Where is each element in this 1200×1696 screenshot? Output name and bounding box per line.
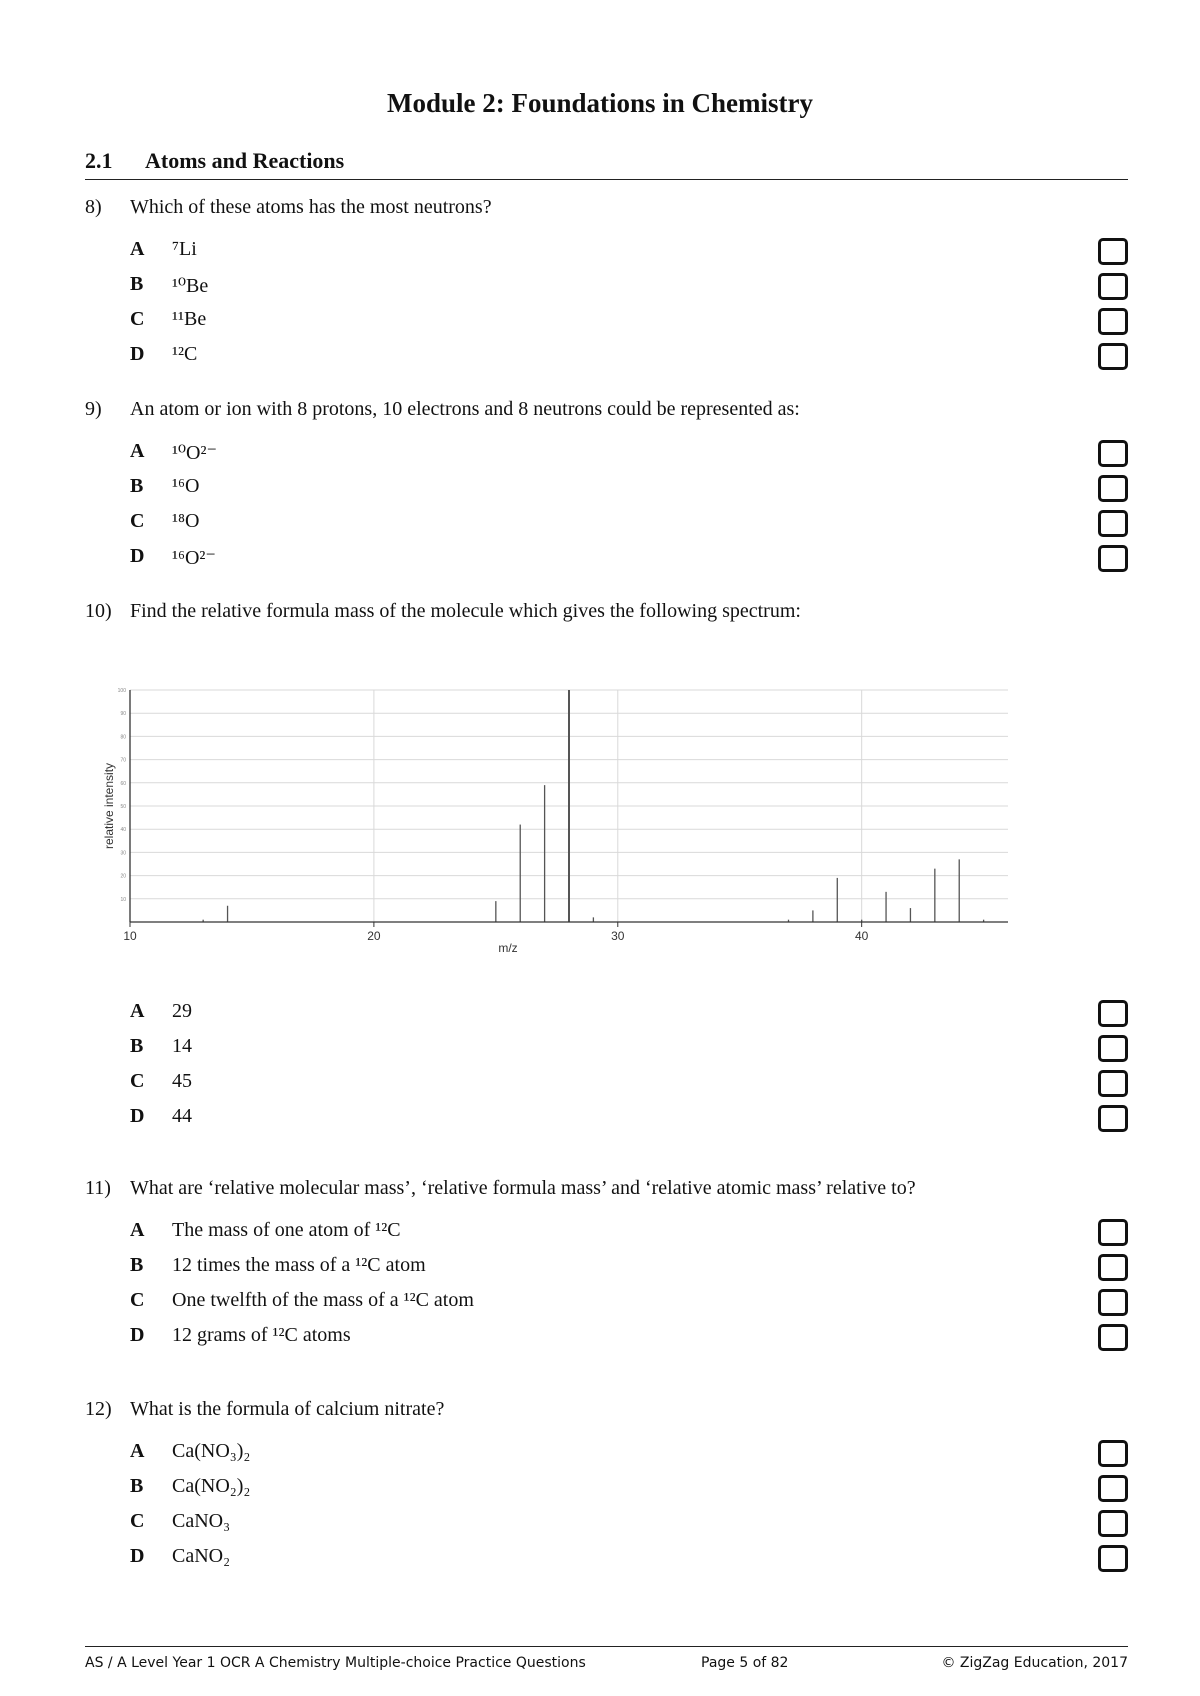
y-tick-label: 100 (117, 688, 126, 694)
footer-title: AS / A Level Year 1 OCR A Chemistry Multiple-choice Practice Questions (85, 1655, 586, 1671)
y-tick-label: 80 (120, 734, 126, 741)
option-text: CaNO₂ (172, 1545, 231, 1567)
answer-checkbox[interactable] (1098, 475, 1128, 502)
option-c (130, 1289, 1128, 1319)
x-tick-label: 30 (611, 929, 625, 943)
answer-checkbox[interactable] (1098, 308, 1128, 335)
question-number: 10) (85, 600, 112, 622)
option-a (130, 1440, 1128, 1470)
answer-checkbox[interactable] (1098, 273, 1128, 300)
section-heading (85, 148, 1128, 180)
page-footer (85, 1646, 1128, 1677)
answer-checkbox[interactable] (1098, 1070, 1128, 1097)
answer-checkbox[interactable] (1098, 1289, 1128, 1316)
option-a (130, 1219, 1128, 1249)
answer-checkbox[interactable] (1098, 1105, 1128, 1132)
section-title: Atoms and Reactions (145, 148, 345, 173)
module-title: Module 2: Foundations in Chemistry (386, 88, 814, 118)
option-letter: C (130, 308, 145, 330)
question-text: Find the relative formula mass of the molecule which gives the following spectrum: (130, 600, 801, 622)
option-letter: A (130, 440, 145, 462)
mass-spectrum-chart (102, 688, 1110, 990)
y-tick-label: 30 (120, 850, 126, 857)
option-letter: D (130, 343, 145, 365)
question-number: 9) (85, 398, 102, 420)
question-number: 11) (85, 1177, 111, 1199)
option-text: 12 grams of ¹²C atoms (172, 1324, 351, 1346)
option-text: ¹⁶O (172, 475, 200, 497)
option-a (130, 238, 1128, 268)
option-letter: B (130, 1035, 144, 1057)
option-d (130, 1545, 1128, 1575)
option-text: ⁷Li (172, 238, 197, 260)
option-text: 45 (172, 1070, 192, 1092)
option-text: Ca(NO₂)₂ (172, 1475, 251, 1497)
option-text: Ca(NO₃)₂ (172, 1440, 251, 1462)
option-letter: C (130, 1510, 145, 1532)
answer-checkbox[interactable] (1098, 1035, 1128, 1062)
option-b (130, 1475, 1128, 1505)
answer-checkbox[interactable] (1098, 343, 1128, 370)
option-letter: C (130, 510, 145, 532)
option-text: ¹⁶O²⁻ (172, 547, 216, 569)
y-tick-label: 40 (120, 827, 126, 834)
y-tick-label: 20 (120, 873, 126, 880)
answer-checkbox[interactable] (1098, 1324, 1128, 1351)
option-d (130, 343, 1128, 373)
question-text: What are ‘relative molecular mass’, ‘relative formula mass’ and ‘relative atomic mass’ relative to? (130, 1177, 916, 1199)
answer-checkbox[interactable] (1098, 510, 1128, 537)
option-text: ¹¹Be (172, 308, 207, 330)
page-number: Page 5 of 82 (701, 1655, 789, 1671)
y-tick-label: 60 (120, 780, 126, 787)
option-letter: B (130, 273, 144, 295)
option-c (130, 1510, 1128, 1540)
option-text: One twelfth of the mass of a ¹²C atom (172, 1289, 474, 1311)
copyright: © ZigZag Education, 2017 (941, 1655, 1128, 1671)
option-letter: D (130, 1324, 145, 1346)
option-letter: C (130, 1070, 145, 1092)
answer-checkbox[interactable] (1098, 238, 1128, 265)
section-number: 2.1 (85, 148, 113, 173)
x-axis-label: m/z (498, 941, 518, 955)
x-tick-label: 40 (854, 929, 869, 943)
y-axis-label: relative intensity (102, 762, 116, 850)
option-text: ¹²C (172, 343, 198, 365)
option-a (130, 1000, 1128, 1030)
option-text: ¹⁸O (172, 510, 200, 532)
option-c (130, 308, 1128, 338)
option-letter: A (130, 1440, 145, 1462)
y-tick-label: 10 (120, 896, 126, 903)
option-b (130, 1254, 1128, 1284)
answer-checkbox[interactable] (1098, 1440, 1128, 1467)
option-letter: D (130, 545, 145, 567)
answer-checkbox[interactable] (1098, 1510, 1128, 1537)
option-c (130, 1070, 1128, 1100)
option-letter: B (130, 475, 144, 497)
option-d (130, 1105, 1128, 1135)
x-tick-label: 20 (367, 929, 381, 943)
option-b (130, 475, 1128, 505)
y-tick-label: 70 (120, 757, 126, 764)
option-letter: C (130, 1289, 145, 1311)
option-text: 12 times the mass of a ¹²C atom (172, 1254, 426, 1276)
answer-checkbox[interactable] (1098, 1000, 1128, 1027)
x-tick-label: 10 (123, 929, 137, 943)
option-letter: A (130, 1000, 145, 1022)
answer-checkbox[interactable] (1098, 1254, 1128, 1281)
option-a (130, 440, 1128, 470)
answer-checkbox[interactable] (1098, 545, 1128, 572)
answer-checkbox[interactable] (1098, 1219, 1128, 1246)
option-b (130, 273, 1128, 303)
option-letter: D (130, 1545, 145, 1567)
option-letter: B (130, 1475, 144, 1497)
question-number: 8) (85, 196, 102, 218)
option-letter: A (130, 1219, 145, 1241)
question-text: What is the formula of calcium nitrate? (130, 1398, 445, 1420)
option-c (130, 510, 1128, 540)
option-text: ¹⁰Be (172, 275, 209, 297)
answer-checkbox[interactable] (1098, 1545, 1128, 1572)
option-letter: A (130, 238, 145, 260)
question-text: Which of these atoms has the most neutrons? (130, 196, 492, 218)
option-letter: B (130, 1254, 144, 1276)
question-text: An atom or ion with 8 protons, 10 electrons and 8 neutrons could be represented as: (130, 398, 800, 420)
option-text: 44 (172, 1105, 192, 1127)
option-text: 14 (172, 1035, 192, 1057)
option-b (130, 1035, 1128, 1065)
question-number: 12) (85, 1398, 112, 1420)
option-d (130, 545, 1128, 575)
option-letter: D (130, 1105, 145, 1127)
y-tick-label: 50 (120, 804, 126, 810)
option-d (130, 1324, 1128, 1354)
option-text: 29 (172, 1000, 192, 1022)
option-text: The mass of one atom of ¹²C (172, 1219, 401, 1241)
y-tick-label: 90 (120, 711, 126, 718)
option-text: CaNO₃ (172, 1510, 231, 1532)
option-text: ¹⁰O²⁻ (172, 442, 218, 464)
answer-checkbox[interactable] (1098, 440, 1128, 467)
answer-checkbox[interactable] (1098, 1475, 1128, 1502)
